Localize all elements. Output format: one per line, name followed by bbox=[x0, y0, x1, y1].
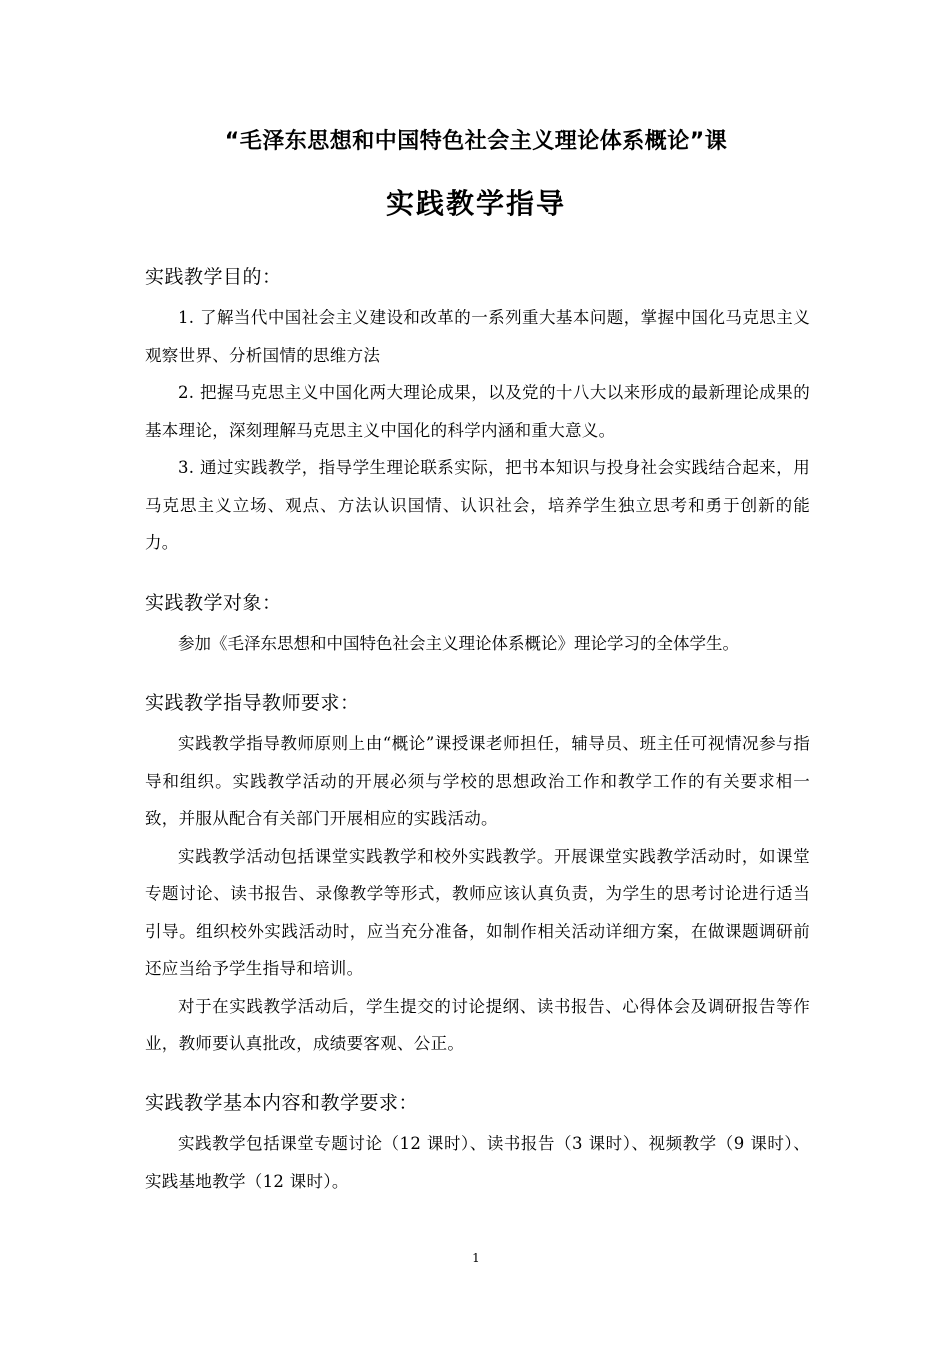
paragraph: 对于在实践教学活动后，学生提交的讨论提纲、读书报告、心得体会及调研报告等作业，教师要认真批改，成绩要客观、公正。 bbox=[145, 996, 810, 1053]
paragraph: 实践教学包括课堂专题讨论（12 课时）、读书报告（3 课时）、视频教学（9 课时）、实践基地教学（12 课时）。 bbox=[145, 1134, 810, 1191]
paragraph: 2. 把握马克思主义中国化两大理论成果，以及党的十八大以来形成的最新理论成果的基本理论，深刻理解马克思主义中国化的科学内涵和重大意义。 bbox=[145, 383, 810, 440]
paragraph: 实践教学指导教师原则上由“概论”课授课老师担任，辅导员、班主任可视情况参与指导和组织。实践教学活动的开展必须与学校的思想政治工作和教学工作的有关要求相一致，并服从配合有关部门开展相应的实践活动。 bbox=[145, 734, 810, 828]
paragraph: 3. 通过实践教学，指导学生理论联系实际，把书本知识与投身社会实践结合起来，用马克思主义立场、观点、方法认识国情、认识社会，培养学生独立思考和勇于创新的能力。 bbox=[145, 458, 810, 552]
document-title: “毛泽东思想和中国特色社会主义理论体系概论”课 bbox=[224, 129, 728, 154]
document-subtitle: 实践教学指导 bbox=[385, 187, 566, 220]
section-audience bbox=[145, 587, 810, 663]
section-heading: 实践教学指导教师要求： bbox=[145, 692, 360, 714]
paragraph: 参加《毛泽东思想和中国特色社会主义理论体系概论》理论学习的全体学生。 bbox=[178, 634, 739, 653]
section-heading: 实践教学目的： bbox=[145, 266, 282, 288]
page-number: 1 bbox=[472, 1251, 480, 1265]
section-teacher-requirements bbox=[145, 687, 810, 1063]
section-content-requirements bbox=[145, 1087, 810, 1200]
section-heading: 实践教学对象： bbox=[145, 592, 282, 614]
section-heading: 实践教学基本内容和教学要求： bbox=[145, 1092, 419, 1114]
paragraph: 1. 了解当代中国社会主义建设和改革的一系列重大基本问题，掌握中国化马克思主义观察世界、分析国情的思维方法 bbox=[145, 308, 810, 365]
paragraph: 实践教学活动包括课堂实践教学和校外实践教学。开展课堂实践教学活动时，如课堂专题讨论、读书报告、录像教学等形式，教师应该认真负责，为学生的思考讨论进行适当引导。组织校外实践活动时，应当充分准备，如制作相关活动详细方案，在做课题调研前还应当给予学生指导和培训。 bbox=[145, 846, 810, 978]
section-purpose bbox=[145, 261, 810, 562]
